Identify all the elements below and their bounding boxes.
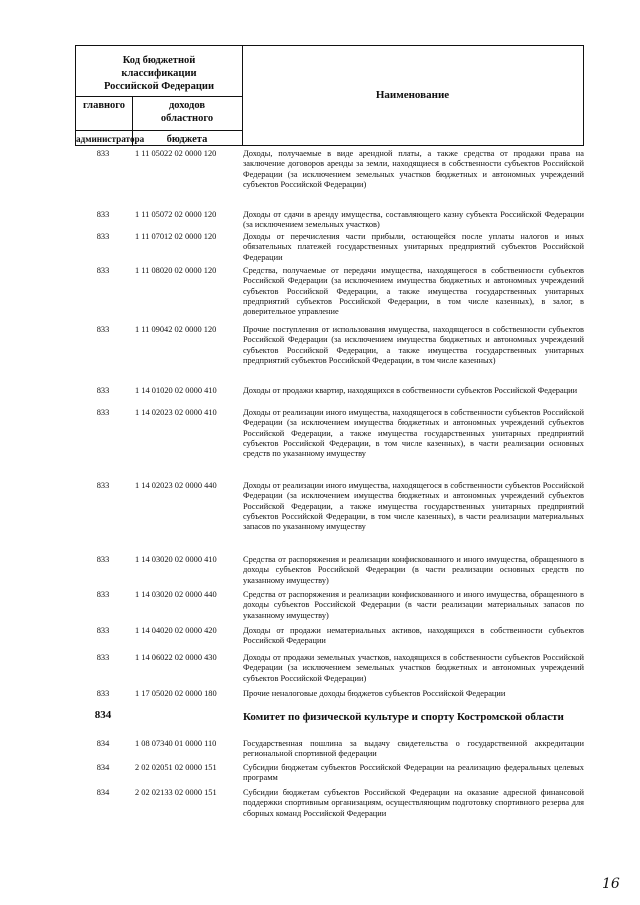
header-name-title: Наименование [375,89,450,101]
document-page: Код бюджетной классификации Российской Федерации главного администратора доходов областного бюджета Наименование 833 1 11 05022 02 0000 120 Доходы, получаемые в виде арендной платы, а также средства от продажи права на заключение договоров аренды за земли, находящиеся в собственности субъектов Российской Федерации (за исключением земельных участков бюджетных и автономных учреждений субъектов Российской Федерации) 833 1 11 05072 02 0000 120 Доходы от сдачи в аренду имущества, составляющего казну субъекта Российской Федерации (за исключением земельных участков) 833 1 11 07012 02 0000 120 Доходы от перечисления части прибыли, остающейся после уплаты налогов и иных обязательных платежей государственных унитарных предприятий субъектов Российской Федерации 833 1 11 08020 02 0000 120 Средства, получаемые от передачи имущества, находящегося в собственности субъектов Российской Федерации (за исключением имущества бюджетных и автономных учреждений субъектов Российской Федерации, а также имущества государственных унитарных предприятий субъектов Российской Федерации, в том числе казенных), в залог, в доверительное управление 833 1 11 09042 02 0000 120 Прочие поступления от использования имущества, находящегося в собственности субъектов Российской Федерации (за исключением имущества бюджетных и автономных учреждений субъектов Российской Федерации, а также имущества государственных унитарных предприятий субъектов Российской Федерации, в том числе казенных) 833 1 14 01020 02 0000 410 Доходы от продажи квартир, находящихся в собственности субъектов Российской Федерации 833 1 14 02023 02 0000 410 Доходы от реализации иного имущества, находящегося в собственности субъектов Российской Федерации (за исключением имущества бюджетных и автономных учреждений субъектов Российской Федерации, а также имущества государственных унитарных предприятий субъектов Российской Федерации, в том числе казенных), в части реализации основных средств по указанному имуществу 833 1 14 02023 02 0000 440 Доходы от реализации иного имущества, находящегося в собственности субъектов Российской Федерации (за исключением имущества бюджетных и автономных учреждений субъектов Российской Федерации, а также имущества государственных унитарных предприятий субъектов Российской Федерации, в том числе казенных), в части реализации материальных запасов по указанному имуществу 833 1 14 03020 02 0000 410 Средства от распоряжения и реализации конфискованного и иного имущества, обращенного в доходы субъектов Российской Федерации (в части реализации основных средств по указанному имуществу) 833 1 14 03020 02 0000 440 Средства от распоряжения и реализации конфискованного и иного имущества, обращенного в доходы субъектов Российской Федерации (в части реализации материальных запасов по указанному имуществу) 833 1 14 04020 02 0000 420 Доходы от продажи нематериальных активов, находящихся в собственности субъектов Российской Федерации 833 1 14 06022 02 0000 430 Доходы от продажи земельных участков, находящихся в собственности субъектов Российской Федерации (за исключением земельных участков бюджетных и автономных учреждений субъектов Российской Федерации) 833 1 17 05020 02 0000 180 Прочие неналоговые доходы бюджетов субъектов Российской Федерации 834 Комитет по физической культуре и спорту Костромской области 834 1 08 07340 01 0000 110 Государственная пошлина за выдачу свидетельства о государственной аккредитации региональной спортивной федерации 834 2 02 02051 02 0000 151 Субсидии бюджетам субъектов Российской Федерации на реализацию федеральных целевых программ 834 2 02 02133 02 0000 151 Субсидии бюджетам субъектов Российской Федерации на оказание адресной финансовой поддержки спортивным организациям, осуществляющим подготовку спортивного резерва для сборных команд Российской Федерации 16 [0,0,640,905]
header-income-title: доходов областного [160,100,214,124]
header-admin-title: главного [82,100,126,111]
table-header [75,45,584,146]
page-number: 16 [602,876,620,892]
header-income-title-2: бюджета [166,134,208,145]
header-code-title: Код бюджетной классификации Российской Федерации [103,55,215,92]
header-admin-title-2: администратора [76,134,145,144]
